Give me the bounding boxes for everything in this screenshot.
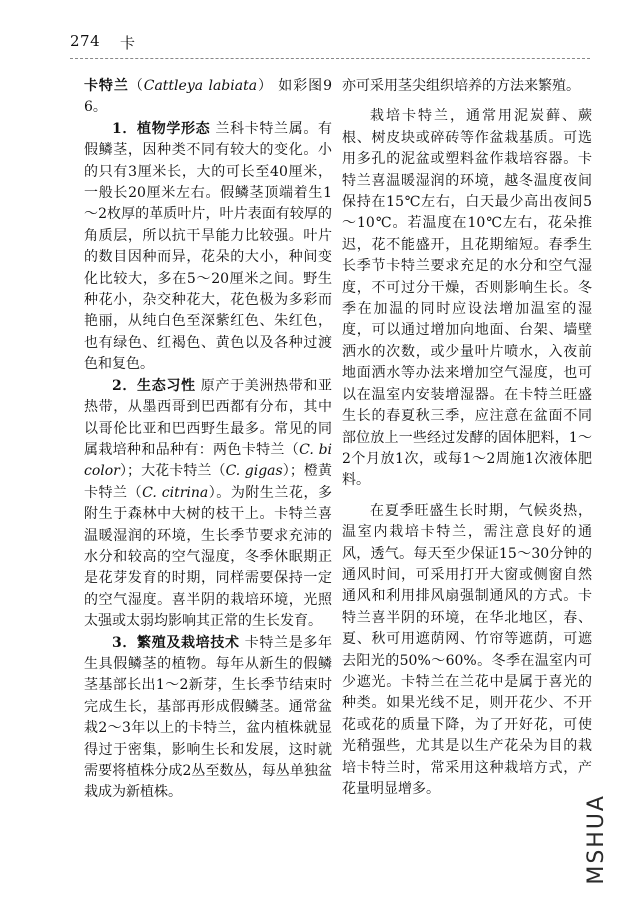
section-text-ecology-b: ）；大花卡特兰（ (119, 463, 226, 480)
right-paragraph-substrate: 栽培卡特兰，通常用泥炭藓、蕨根、树皮块或碎砖等作盆栽基质。可选用多孔的泥盆或塑料盆作栽培容器。卡特兰喜温暖湿润的环境，越冬温度夜间保持在15℃左右，白天最少高出夜间5～10℃。若温度在10℃左右，花朵推迟，花不能盛开，且花期缩短。春季生长季节卡特兰要求充足的水分和空气湿度，不可过分干燥，否则影响生长。冬季在加温的同时应设法增加温室的湿度，可以通过增加向地面、台架、墙壁洒水的次数，或少量叶片喷水，入夜前地面洒水等办法来增加空气湿度，也可以在温室内安装增湿器。在卡特兰旺盛生长的春夏秋三季，应注意在盆面不同部位放上一些经过发酵的固体肥料，1～2个月放1次，或每1～2周施1次液体肥料。 (342, 108, 592, 489)
page-header (70, 28, 590, 64)
left-column (84, 76, 332, 804)
latin-name-bicolor: C. bicolor (84, 441, 333, 480)
section-text-morphology: 兰科卡特兰属。有假鳞茎，因种类不同有较大的变化。小的只有3厘米长，大的可长至40厘米，一般长20厘米左右。假鳞茎顶端着生1～2枚厚的革质叶片，叶片表面有较厚的角质层，所以抗干旱能力比较强。叶片的数目因种而异，花朵的大小，种间变化比较大，多在5～20厘米之间。野生种花小，杂交种花大，花色极为多彩而艳丽，从纯白色至深紫红色、朱红色，也有绿色、红褐色、黄色以及各种过渡色和复色。 (84, 120, 333, 373)
page-number: 274 (70, 32, 101, 50)
entry-latin-name: Cattleya labiata (143, 78, 258, 94)
section-text-ecology-c: ）；橙黄卡特兰（ (84, 463, 333, 501)
latin-name-gigas: C. gigas (225, 463, 283, 480)
right-paragraph-ventilation: 在夏季旺盛生长时期，气候炎热，温室内栽培卡特兰，需注意良好的通风，透气。每天至少保证15～30分钟的通风时间，可采用打开大窗或侧窗自然通风和利用排风扇强制通风的方式。卡特兰喜半阴的环境，在华北地区，春、夏、秋可用遮荫网、竹帘等遮荫，可遮去阳光的50%～60%。冬季在温室内可少遮光。卡特兰在兰花中是属于喜光的种类。如果光线不足，则开花少、不开花或花的质量下降，为了开好花，可使光稍强些，尤其是以生产花朵为目的栽培卡特兰时，常采用这种栽培方式，产花量明显增多。 (342, 502, 592, 797)
header-rule (70, 58, 590, 59)
right-paragraph-continuation: 亦可采用茎尖组织培养的方法来繁殖。 (342, 78, 580, 94)
section-heading-cultivation: 3．繁殖及栽培技术 (112, 634, 240, 651)
latin-open-paren: （ (128, 78, 144, 94)
section-text-ecology-d: ）。为附生兰花，多附生于森林中大树的枝干上。卡特兰喜温暖湿润的环境，生长季节要求充沛的水分和较高的空气湿度，冬季休眠期正是花芽发育的时期，同样需要保持一定的空气湿度。喜半阴的栽培环境，光照太强或太弱均影响其正常的生长发育。 (84, 484, 333, 630)
watermark-logo: MSHUA (584, 794, 609, 885)
right-column (342, 76, 592, 800)
latin-name-citrina: C. citrina (142, 484, 209, 501)
entry-figure-reference: 如彩图96。 (84, 78, 333, 116)
running-head: 卡 (120, 34, 136, 52)
latin-close-paren: ） (257, 78, 273, 94)
entry-title: 卡特兰 (84, 78, 129, 94)
section-text-ecology-a: 原产于美洲热带和亚热带，从墨西哥到巴西都有分布，其中以哥伦比亚和巴西野生最多。常见的同属栽培种和品种有：两色卡特兰（ (84, 377, 332, 458)
entry-heading-paragraph (84, 76, 332, 119)
section-heading-ecology: 2．生态习性 (112, 377, 196, 394)
section-cultivation (84, 633, 332, 804)
section-ecology (84, 376, 332, 633)
section-morphology (84, 119, 332, 376)
section-text-cultivation: 卡特兰是多年生具假鳞茎的植物。每年从新生的假鳞茎基部长出1～2新芽，生长季节结束时完成生长，基部再形成假鳞茎。通常盆栽2～3年以上的卡特兰，盆内植株就显得过于密集，影响生长和发展，这时就需要将植株分成2丛至数丛，每丛单独盆栽成为新植株。 (84, 634, 332, 801)
section-heading-morphology: 1．植物学形态 (112, 120, 211, 137)
